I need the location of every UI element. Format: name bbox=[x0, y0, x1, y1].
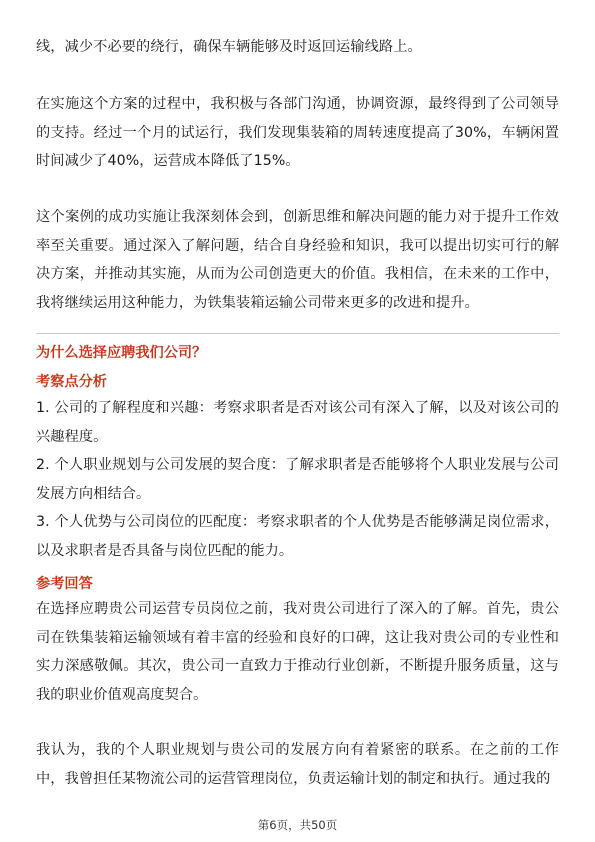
analysis-point-2: 2. 个人职业规划与公司发展的契合度：了解求职者是否能够将个人职业发展与公司发展方向相结合。 bbox=[36, 457, 559, 502]
paragraph-implementation: 在实施这个方案的过程中，我积极与各部门沟通，协调资源，最终得到了公司领导的支持。经过一个月的试运行，我们发现集装箱的周转速度提高了30%，车辆闲置时间减少了40%，运营成本降低了15%。 bbox=[36, 96, 559, 169]
answer-paragraph-1: 在选择应聘贵公司运营专员岗位之前，我对贵公司进行了深入的了解。首先，贵公司在铁集装箱运输领域有着丰富的经验和良好的口碑，这让我对贵公司的专业性和实力深感敬佩。其次，贵公司一直致力于推动行业创新，不断提升服务质量，这与我的职业价值观高度契合。 bbox=[36, 601, 559, 703]
paragraph-reflection: 这个案例的成功实施让我深刻体会到，创新思维和解决问题的能力对于提升工作效率至关重要。通过深入了解问题，结合自身经验和知识，我可以提出切实可行的解决方案，并推动其实施，从而为公司创造更大的价值。我相信，在未来的工作中，我将继续运用这种能力，为铁集装箱运输公司带来更多的改进和提升。 bbox=[36, 209, 559, 311]
analysis-point-3: 3. 个人优势与公司岗位的匹配度：考察求职者的个人优势是否能够满足岗位需求，以及求职者是否具备与岗位匹配的能力。 bbox=[36, 514, 559, 559]
analysis-point-1: 1. 公司的了解程度和兴趣：考察求职者是否对该公司有深入了解，以及对该公司的兴趣程度。 bbox=[36, 400, 559, 445]
analysis-heading: 考察点分析 bbox=[36, 374, 107, 390]
answer-heading: 参考回答 bbox=[36, 576, 93, 592]
page-number: 第6页，共50页 bbox=[257, 818, 338, 832]
paragraph-continuation: 线，减少不必要的绕行，确保车辆能够及时返回运输线路上。 bbox=[36, 39, 422, 55]
answer-paragraph-2: 我认为，我的个人职业规划与贵公司的发展方向有着紧密的联系。在之前的工作中，我曾担任某物流公司的运营管理岗位，负责运输计划的制定和执行。通过我的 bbox=[36, 742, 559, 787]
section-divider bbox=[36, 333, 559, 334]
question-title: 为什么选择应聘我们公司？ bbox=[36, 345, 207, 361]
